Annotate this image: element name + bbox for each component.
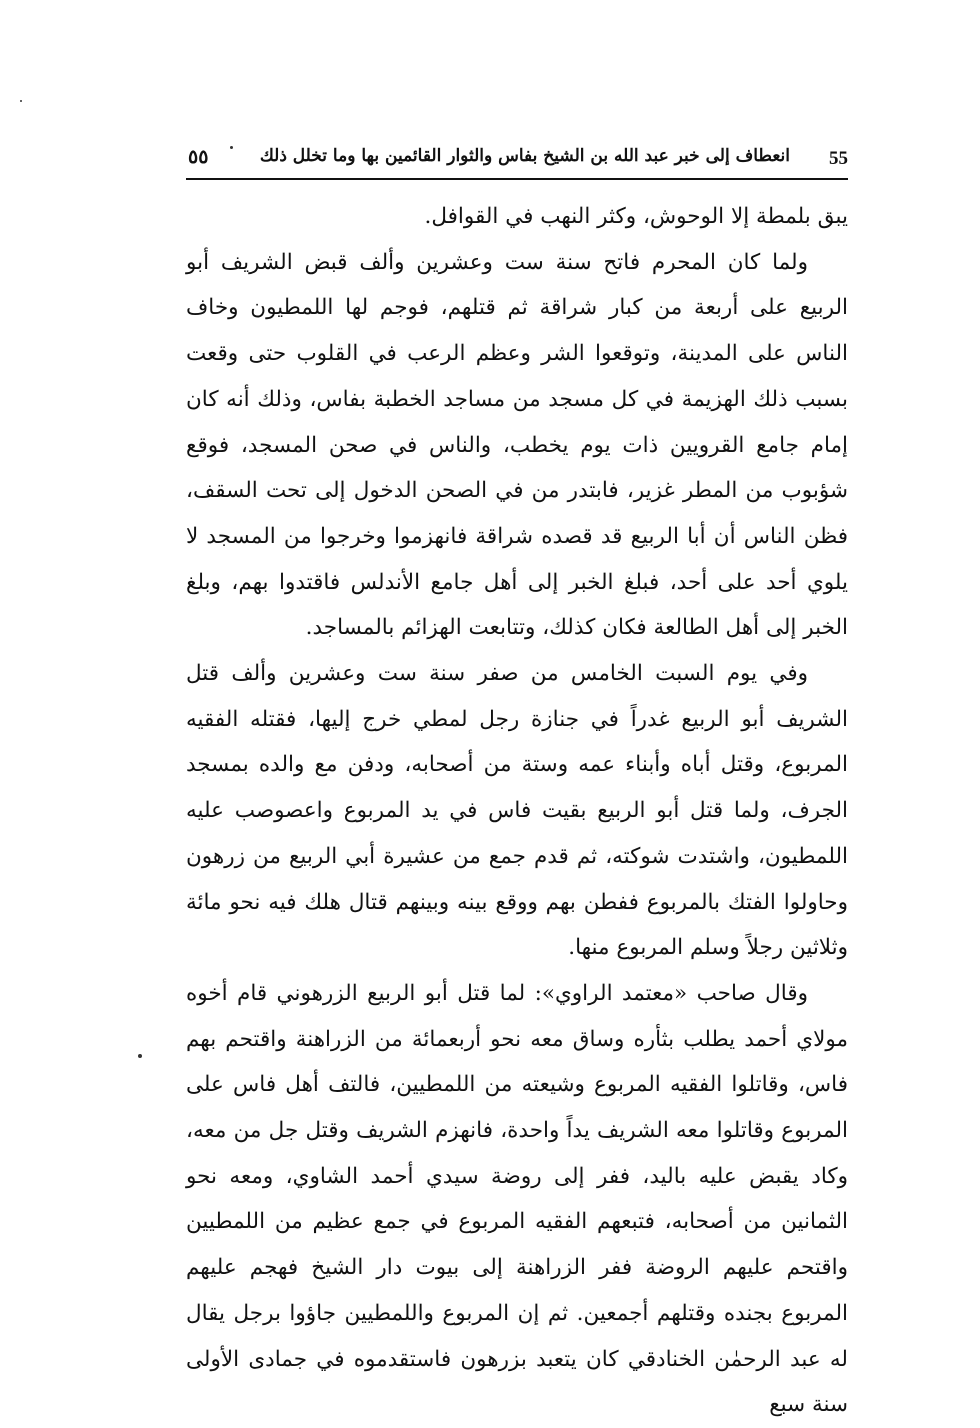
- scan-speck: [230, 146, 233, 149]
- header-rule: [186, 178, 848, 180]
- running-title: انعطاف إلى خبر عبد الله بن الشيخ بفاس والثوار القائمين بها وما تخلل ذلك: [259, 146, 790, 166]
- scan-speck: [138, 1054, 142, 1058]
- page-header: [186, 140, 848, 180]
- paragraph: وقال صاحب «معتمد الراوي»: لما قتل أبو الربيع الزرهوني قام أخوه مولاي أحمد يطلب بثأره وساق معه نحو أربعمائة من الزراهنة واقتحم بهم فاس، وقاتلوا الفقيه المربوع وشيعته من اللمطيين، فالتف أهل فاس على المربوع وقاتلوا معه الشريف يداً واحدة، فانهزم الشريف وقتل جل من معه، وكاد يقبض عليه باليد، ففر إلى روضة سيدي أحمد الشاوي، ومعه نحو الثمانين من أصحابه، فتبعهم الفقيه المربوع في جمع عظيم من اللمطيين واقتحم عليهم الروضة ففر الزراهنة إلى بيوت دار الشيخ فهجم عليهم المربوع بجنده وقتلهم أجمعين. ثم إن المربوع واللمطيين جاؤوا برجل يقال له عبد الرحمٰن الخنادقي كان يتعبد بزرهون فاستقدموه في جمادى الأولى سنة سبع: [186, 980, 848, 1418]
- paragraph: وفي يوم السبت الخامس من صفر سنة ست وعشرين وألف قتل الشريف أبو الربيع غدراً في جنازة رجل لمطي خرج إليها، فقتله الفقيه المربوع، وقتل أباه وأبناء عمه وستة من أصحابه، ودفن مع والده بمسجد الجرف، ولما قتل أبو الربيع بقيت فاس في يد المربوع واعصوصب عليه اللمطيون، واشتدت شوكته، ثم قدم جمع من عشيرة أبي الربيع من زرهون وحاولوا الفتك بالمربوع ففطن بهم ووقع بينه وبينهم قتال هلك فيه نحو مائة وثلاثين رجلاً وسلم المربوع منها.: [186, 661, 848, 961]
- paragraph-continuation: يبق بلمطة إلا الوحوش، وكثر النهب في القوافل.: [424, 204, 848, 229]
- page-number-arabic: ٥٥: [188, 146, 209, 168]
- page-number-latin: 55: [829, 148, 848, 169]
- paragraph: ولما كان المحرم فاتح سنة ست وعشرين وألف قبض الشريف أبو الربيع على أربعة من كبار شراقة ثم قتلهم، فوجم لها اللمطيون وخاف الناس على المدينة، وتوقعوا الشر وعظم الرعب في القلوب حتى وقعت بسبب ذلك الهزيمة في كل مسجد من مساجد الخطبة بفاس، وذلك أنه كان إمام جامع القرويين ذات يوم يخطب، والناس في صحن المسجد، فوقع شؤبوب من المطر غزير، فابتدر من في الصحن الدخول إلى تحت السقف، فظن الناس أن أبا الربيع قد قصده شراقة فانهزموا وخرجوا من المسجد لا يلوي أحد على أحد، فبلغ الخبر إلى أهل جامع الأندلس فاقتدوا بهم، وبلغ الخبر إلى أهل الطالعة فكان كذلك، وتتابعت الهزائم بالمساجد.: [186, 249, 848, 641]
- body-text: [186, 194, 848, 1428]
- scan-speck: [20, 100, 22, 102]
